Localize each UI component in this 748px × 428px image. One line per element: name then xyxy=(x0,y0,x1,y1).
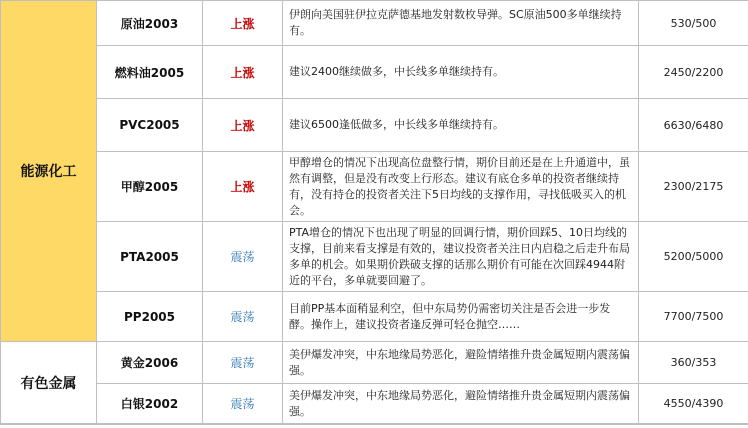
advice-text: 甲醇增仓的情况下出现高位盘整行情，期价目前还是在上升通道中，虽然有调整，但是没有改变上行形态。建议有底仓多单的投资者继续持有，没有持仓的投资者关注下5日均线的支撑作用，寻找低吸买入的机会。 xyxy=(283,152,639,222)
table-row xyxy=(1,152,748,222)
advice-text: 伊朗向美国驻伊拉克萨德基地发射数枚导弹。SC原油500多单继续持有。 xyxy=(283,1,639,46)
sector-cell-energy: 能源化工 xyxy=(1,1,97,342)
level-range: 530/500 xyxy=(639,1,748,46)
table-row xyxy=(1,46,748,99)
table-row xyxy=(1,222,748,292)
product-name: 黄金2006 xyxy=(97,342,203,384)
level-range: 2300/2175 xyxy=(639,152,748,222)
product-name: 原油2003 xyxy=(97,1,203,46)
trend-label: 上涨 xyxy=(203,99,283,152)
level-range: 7700/7500 xyxy=(639,292,748,342)
level-range: 6630/6480 xyxy=(639,99,748,152)
level-range: 360/353 xyxy=(639,342,748,384)
product-name: 白银2002 xyxy=(97,384,203,424)
trend-label: 震荡 xyxy=(203,342,283,384)
advice-text: 建议6500逢低做多，中长线多单继续持有。 xyxy=(283,99,639,152)
product-name: PVC2005 xyxy=(97,99,203,152)
trend-label: 上涨 xyxy=(203,46,283,99)
level-range: 5200/5000 xyxy=(639,222,748,292)
table-row xyxy=(1,342,748,384)
product-name: PP2005 xyxy=(97,292,203,342)
table-bottom-divider xyxy=(0,424,748,425)
table-row xyxy=(1,99,748,152)
table-row xyxy=(1,384,748,424)
trend-label: 震荡 xyxy=(203,292,283,342)
trend-label: 上涨 xyxy=(203,152,283,222)
trend-label: 震荡 xyxy=(203,222,283,292)
advice-text: 美伊爆发冲突，中东地缘局势恶化，避险情绪推升贵金属短期内震荡偏强。 xyxy=(283,384,639,424)
advice-text: PTA增仓的情况下也出现了明显的回调行情，期价回踩5、10日均线的支撑，目前来看支撑是有效的，建议投资者关注日内启稳之后走升布局多单的机会。如果期价跌破支撑的话那么期价有可能在次回踩4944附近的平台，多单就要回避了。 xyxy=(283,222,639,292)
level-range: 2450/2200 xyxy=(639,46,748,99)
advice-text: 目前PP基本面稍显利空，但中东局势仍需密切关注是否会进一步发酵。操作上，建议投资者逢反弹可轻仓抛空…… xyxy=(283,292,639,342)
sector-cell-metals: 有色金属 xyxy=(1,342,97,424)
product-name: 燃料油2005 xyxy=(97,46,203,99)
product-name: 甲醇2005 xyxy=(97,152,203,222)
table-row xyxy=(1,292,748,342)
level-range: 4550/4390 xyxy=(639,384,748,424)
trend-label: 上涨 xyxy=(203,1,283,46)
advice-text: 美伊爆发冲突，中东地缘局势恶化，避险情绪推升贵金属短期内震荡偏强。 xyxy=(283,342,639,384)
product-name: PTA2005 xyxy=(97,222,203,292)
table-row xyxy=(1,1,748,46)
trend-label: 震荡 xyxy=(203,384,283,424)
advice-text: 建议2400继续做多，中长线多单继续持有。 xyxy=(283,46,639,99)
